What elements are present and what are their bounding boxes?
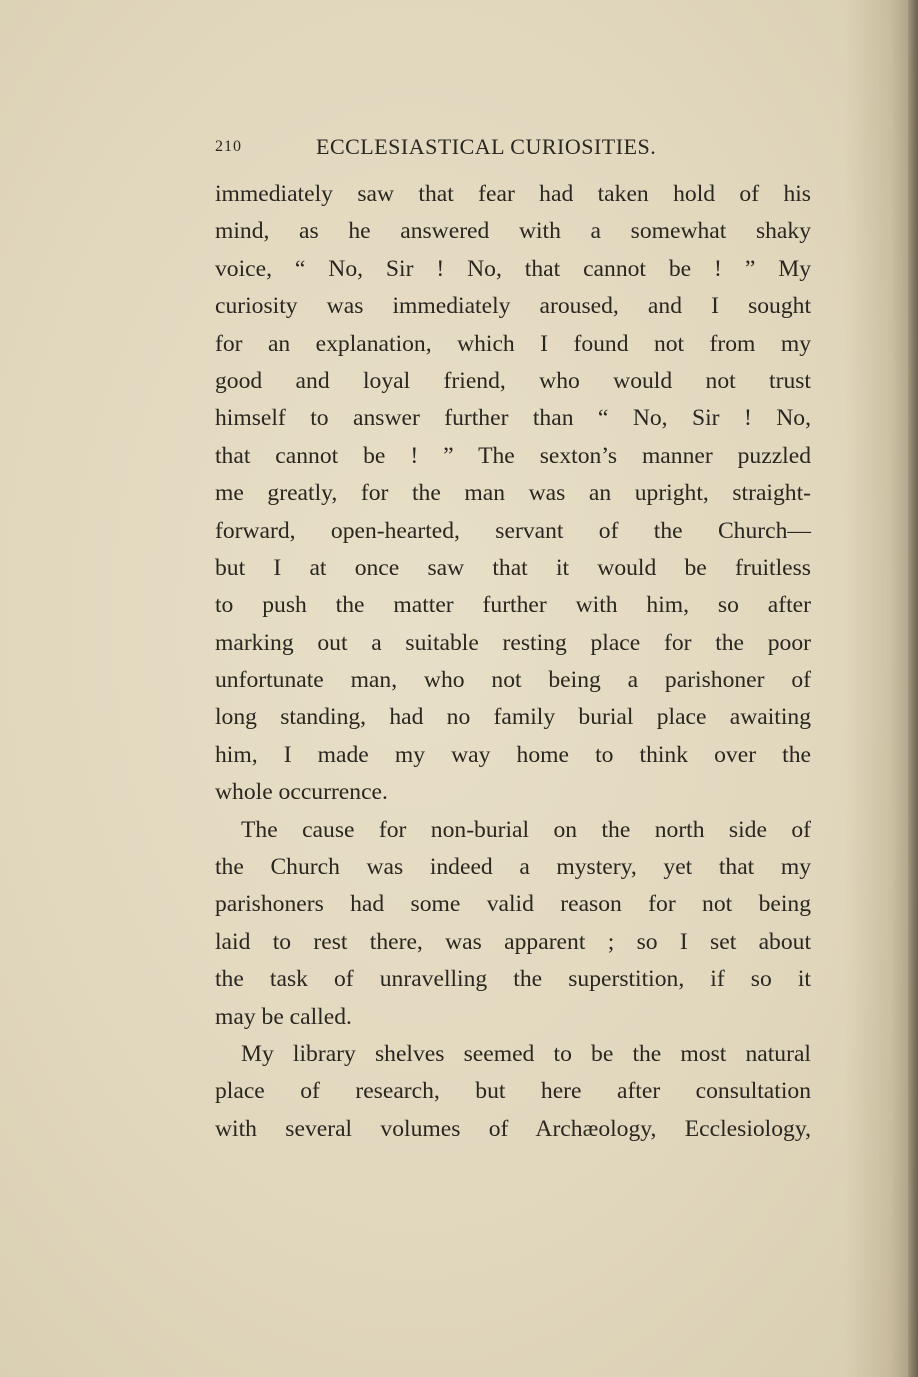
text-line: but I at once saw that it would be fruitless <box>215 554 811 581</box>
text-line: that cannot be ! ” The sexton’s manner puzzled <box>215 442 811 469</box>
text-line: My library shelves seemed to be the most natural <box>241 1040 811 1067</box>
text-line: forward, open-hearted, servant of the Church— <box>215 517 811 544</box>
text-line: long standing, had no family burial place awaiting <box>215 704 811 731</box>
text-line: with several volumes of Archæology, Ecclesiology, <box>215 1115 811 1142</box>
text-line: The cause for non-burial on the north side of <box>241 816 811 843</box>
text-line: place of research, but here after consultation <box>215 1078 811 1105</box>
text-line: good and loyal friend, who would not trust <box>215 367 811 394</box>
page-number: 210 <box>215 138 242 155</box>
page-edge-shadow <box>908 0 918 1377</box>
text-line: the task of unravelling the superstition, if so it <box>215 966 811 993</box>
text-line: voice, “ No, Sir ! No, that cannot be ! ” My <box>215 255 811 282</box>
text-line: may be called. <box>215 1003 352 1030</box>
text-line: marking out a suitable resting place for the poor <box>215 629 811 656</box>
text-line: the Church was indeed a mystery, yet that my <box>215 854 811 881</box>
text-line: unfortunate man, who not being a parishoner of <box>215 667 811 694</box>
text-line: me greatly, for the man was an upright, straight- <box>215 480 811 507</box>
body-text <box>215 176 811 1148</box>
text-line: laid to rest there, was apparent ; so I set about <box>215 928 811 955</box>
text-line: mind, as he answered with a somewhat shaky <box>215 218 811 245</box>
text-line: whole occurrence. <box>215 779 388 806</box>
text-line: him, I made my way home to think over the <box>215 741 811 768</box>
running-title: ECCLESIASTICAL CURIOSITIES. <box>316 134 657 159</box>
text-line: parishoners had some valid reason for not being <box>215 891 811 918</box>
text-line: for an explanation, which I found not from my <box>215 330 811 357</box>
text-line: himself to answer further than “ No, Sir ! No, <box>215 405 811 432</box>
text-line: curiosity was immediately aroused, and I sought <box>215 293 811 320</box>
text-line: immediately saw that fear had taken hold of his <box>215 181 811 207</box>
text-line: to push the matter further with him, so after <box>215 592 811 619</box>
running-header <box>215 134 815 164</box>
